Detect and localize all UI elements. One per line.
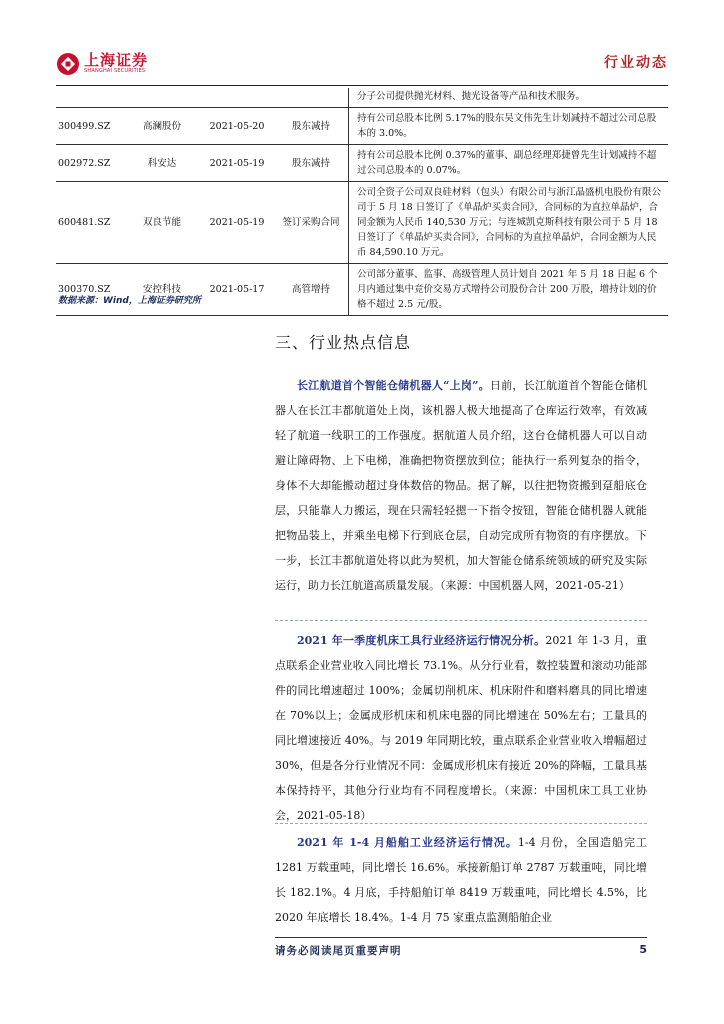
table-cell-detail: 持有公司总股本比例 0.37%的董事、副总经理郑捷曾先生计划减持不超过公司总股本的 0.07%。 [349, 145, 669, 182]
logo-text-en: SHANGHAI SECURITIES [84, 68, 146, 74]
news-headline: 长江航道首个智能仓储机器人“上岗”。 [297, 379, 490, 392]
table-row [56, 145, 668, 182]
table-cell-detail: 持有公司总股本比例 5.17%的股东吴文伟先生计划减持不超过公司总股本的 3.0%。 [349, 108, 669, 145]
table-cell-event: 签订采购合同 [274, 182, 349, 264]
table-row [56, 264, 668, 316]
data-source-note: 数据来源：Wind，上海证券研究所 [58, 296, 201, 306]
table-cell-code: 600481.SZ [56, 182, 124, 264]
news-headline: 2021 年一季度机床工具行业经济运行情况分析。 [297, 634, 546, 647]
table-cell-detail: 公司全资子公司双良硅材料（包头）有限公司与浙江晶盛机电股份有限公司于 5 月 18 日签订了《单晶炉买卖合同》，合同标的为直拉单晶炉，合同金额为人民币 140,530 万元；与连城凯克斯科技有限公司于 5 月 18 日签订了《单晶炉买卖合同》，合同标的为直拉单晶炉，合同金额为人民币 84,590.10 万元。 [349, 182, 669, 264]
paragraph-divider [275, 823, 647, 824]
section-title: 三、行业热点信息 [275, 333, 412, 352]
table-cell-code: 002972.SZ [56, 145, 124, 182]
table-cell-event: 股东减持 [274, 145, 349, 182]
news-body: 日前，长江航道首个智能仓储机器人在长江丰都航道处上岗，该机器人极大地提高了仓库运行效率，有效减轻了航道一线职工的工作强度。据航道人员介绍，这台仓储机器人可以自动避让障碍物、上下电梯，准确把物资摆放到位；能执行一系列复杂的指令，身体不大却能搬动超过身体数倍的物品。据了解，以往把物资搬到趸船底仓层，只能靠人力搬运，现在只需轻轻摁一下指令按钮，智能仓储机器人就能把物品装上，并乘坐电梯下行到底仓层，自动完成所有物资的有序摆放。下一步，长江丰都航道处将以此为契机，加大智能仓储系统领域的研究及实际运行，助力长江航道高质量发展。（来源：中国机器人网，2021-05-21） [275, 379, 648, 592]
news-body: 1-4 月份，全国造船完工 1281 万载重吨，同比增长 16.6%。承接新船订单 2787 万载重吨，同比增长 182.1%。4 月底，手持船舶订单 8419 万载重吨，同比增长 4.5%，比 2020 年底增长 18.4%。1-4 月 75 家重点监测船舶企业 [275, 836, 647, 924]
logo-text-cn: 上海证券 [84, 51, 149, 69]
news-headline: 2021 年 1-4 月船舶工业经济运行情况。 [297, 836, 518, 849]
header-rule [56, 85, 668, 86]
table-cell-event: 高管增持 [274, 264, 349, 316]
news-paragraph [275, 830, 647, 930]
table-cell-date: 2021-05-20 [200, 108, 274, 145]
table-cell-name: 双良节能 [124, 182, 200, 264]
table-cell-event: 股东减持 [274, 108, 349, 145]
news-paragraph [275, 628, 647, 828]
footer-disclaimer: 请务必阅读尾页重要声明 [275, 945, 402, 957]
table-cell-code: 300370.SZ [56, 264, 124, 316]
paragraph-divider [275, 620, 647, 621]
section-label: 行业动态 [604, 55, 668, 71]
news-paragraph [275, 373, 647, 598]
page-number: 5 [639, 943, 647, 956]
table-cell-code: 300499.SZ [56, 108, 124, 145]
table-row [56, 182, 668, 264]
table-cell-date: 2021-05-17 [200, 264, 274, 316]
table-cell-name: 高澜股份 [124, 108, 200, 145]
table-cell-detail: 分子公司提供抛光材料、抛光设备等产品和技术服务。 [349, 88, 669, 108]
logo-icon [56, 52, 80, 76]
logo [56, 52, 148, 76]
page-header [56, 46, 668, 86]
table-row [56, 88, 668, 108]
table-cell-detail: 公司部分董事、监事、高级管理人员计划自 2021 年 5 月 18 日起 6 个月内通过集中竞价交易方式增持公司股份合计 200 万股，增持计划的价格不超过 2.5 元/股。 [349, 264, 669, 316]
table-cell-date: 2021-05-19 [200, 145, 274, 182]
shareholder-events-table [56, 88, 668, 316]
table-cell-date: 2021-05-19 [200, 182, 274, 264]
news-body: 2021 年 1-3 月，重点联系企业营业收入同比增长 73.1%。从分行业看，数控装置和滚动功能部件的同比增速超过 100%；金属切削机床、机床附件和磨料磨具的同比增速在 70%以上；金属成形机床和机床电器的同比增速在 50%左右；工量具的同比增速接近 40%。与 2019 年同期比较，重点联系企业营业收入增幅超过 30%，但是各分行业情况不同：金属成形机床有接近 20%的降幅，工量具基本保持持平，其他分行业均有不同程度增长。（来源：中国机床工具工业协会，2021-05-18） [275, 634, 647, 822]
table-cell-name: 安控科技 [124, 264, 200, 316]
table-cell-name: 科安达 [124, 145, 200, 182]
footer-rule [275, 937, 647, 938]
table-row [56, 108, 668, 145]
